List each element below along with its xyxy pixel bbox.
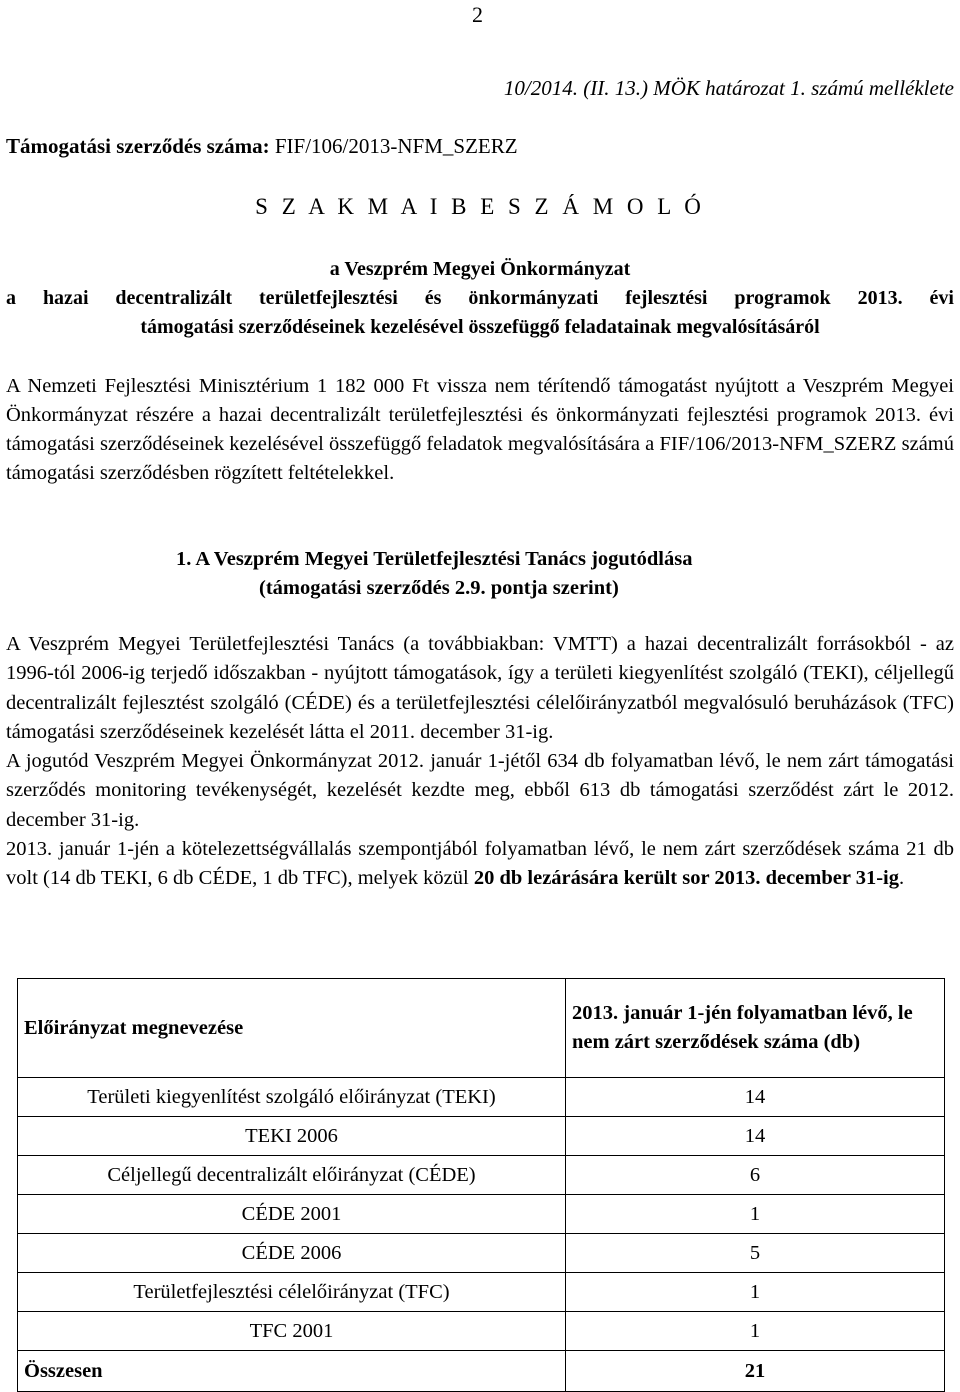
- total-label: Összesen: [18, 1351, 566, 1392]
- body-paragraph-3-start: 2013. január 1-jén a kötelezettségvállalás szempontjából folyamatban lévő, le nem zárt szerződések száma 21 db volt (14 db TEKI, 6 db CÉDE, 1 db TFC), melyek közül: [6, 838, 954, 890]
- row-name: Céljellegű decentralizált előirányzat (CÉDE): [18, 1156, 566, 1195]
- body-paragraph-3-end: .: [898, 867, 905, 890]
- contract-number: [6, 134, 518, 159]
- table-header-row: [18, 979, 945, 1078]
- contract-number-value: FIF/106/2013-NFM_SZERZ: [274, 134, 518, 158]
- body-paragraph-1: A Veszprém Megyei Területfejlesztési Tanács (a továbbiakban: VMTT) a hazai decentralizált forrásokból - az 1996-tól 2006-ig terjedő időszakban - nyújtott támogatások, így a területi kiegyenlítést szolgáló (TEKI), céljellegű decentralizált fejlesztést szolgáló (CÉDE) és a területfejlesztési célelőirányzatból megvalósuló beruházások (TFC) támogatási szerződéseinek kezelését látta el 2011. december 31-ig.: [6, 633, 954, 743]
- body-paragraph-3-bold: 20 db lezárására került sor 2013. december 31-ig: [473, 867, 899, 890]
- appropriation-table: [17, 978, 945, 1392]
- row-name: Területi kiegyenlítést szolgáló előirányzat (TEKI): [18, 1078, 566, 1117]
- section-heading-line-2: (támogatási szerződés 2.9. pontja szerint): [259, 577, 619, 599]
- contract-number-label: Támogatási szerződés száma:: [6, 134, 270, 158]
- report-subtitle: [6, 255, 954, 342]
- report-title: S Z A K M A I B E S Z Á M O L Ó: [255, 194, 705, 219]
- row-count: 5: [566, 1234, 945, 1273]
- header-appropriation-name: Előirányzat megnevezése: [18, 979, 566, 1078]
- row-name: Területfejlesztési célelőirányzat (TFC): [18, 1273, 566, 1312]
- section-body: [6, 630, 954, 894]
- total-count: 21: [566, 1351, 945, 1392]
- page-number: 2: [472, 2, 483, 27]
- table-row: [18, 1234, 945, 1273]
- table-row: [18, 1117, 945, 1156]
- table-row: [18, 1195, 945, 1234]
- row-count: 14: [566, 1078, 945, 1117]
- row-count: 6: [566, 1156, 945, 1195]
- subtitle-line-1: a Veszprém Megyei Önkormányzat: [329, 258, 631, 280]
- header-contract-count: 2013. január 1-jén folyamatban lévő, le nem zárt szerződések száma (db): [566, 979, 945, 1078]
- row-name: TEKI 2006: [18, 1117, 566, 1156]
- table-total-row: [18, 1351, 945, 1392]
- row-count: 1: [566, 1273, 945, 1312]
- table-row: [18, 1078, 945, 1117]
- row-name: TFC 2001: [18, 1312, 566, 1351]
- body-paragraph-2: A jogutód Veszprém Megyei Önkormányzat 2012. január 1-jétől 634 db folyamatban lévő, le nem zárt támogatási szerződés monitoring tevékenységét, kezelését kezdte meg, ebből 613 db támogatási szerződést zárt le 2012. december 31-ig.: [6, 750, 954, 831]
- table-row: [18, 1273, 945, 1312]
- intro-text: A Nemzeti Fejlesztési Minisztérium 1 182 000 Ft vissza nem térítendő támogatást nyújtott a Veszprém Megyei Önkormányzat részére a hazai decentralizált területfejlesztési és önkormányzati fejlesztési programok 2013. évi támogatási szerződéseinek kezelésével összefüggő feladatok megvalósítására a FIF/106/2013-NFM_SZERZ számú támogatási szerződésben rögzített feltételekkel.: [6, 375, 954, 484]
- row-count: 14: [566, 1117, 945, 1156]
- table-row: [18, 1312, 945, 1351]
- section-heading: [176, 545, 692, 603]
- attachment-reference: 10/2014. (II. 13.) MÖK határozat 1. számú melléklete: [503, 76, 954, 100]
- table-row: [18, 1156, 945, 1195]
- intro-paragraph: [6, 372, 954, 488]
- row-count: 1: [566, 1312, 945, 1351]
- row-name: CÉDE 2001: [18, 1195, 566, 1234]
- row-name: CÉDE 2006: [18, 1234, 566, 1273]
- subtitle-line-2: a hazai decentralizált területfejlesztési és önkormányzati fejlesztési programok 2013. évi: [6, 287, 954, 309]
- row-count: 1: [566, 1195, 945, 1234]
- section-heading-line-1: 1. A Veszprém Megyei Területfejlesztési Tanács jogutódlása: [176, 548, 693, 570]
- body-paragraph-3: [6, 835, 954, 894]
- subtitle-line-3: támogatási szerződéseinek kezelésével összefüggő feladatainak megvalósításáról: [140, 316, 820, 338]
